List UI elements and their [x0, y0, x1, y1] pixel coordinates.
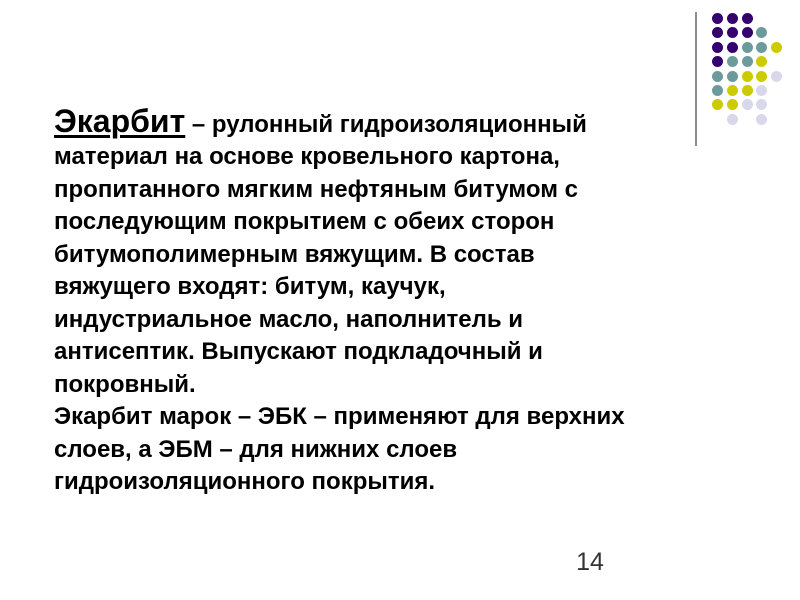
body-line: последующим покрытием с обеих сторон: [54, 208, 555, 235]
teal-dot: [727, 56, 738, 67]
lavender-dot: [756, 99, 767, 110]
body-line: слоев, а ЭБМ – для нижних слоев: [54, 435, 458, 463]
purple-dot: [712, 42, 723, 53]
yellow-dot: [756, 56, 767, 67]
teal-dot: [712, 85, 723, 96]
yellow-dot: [742, 71, 753, 82]
purple-dot: [742, 27, 753, 38]
lavender-dot: [771, 71, 782, 82]
yellow-dot: [756, 71, 767, 82]
lavender-dot: [756, 85, 767, 96]
teal-dot: [756, 42, 767, 53]
body-line: антисептик. Выпускают подкладочный и: [54, 338, 543, 365]
purple-dot: [727, 27, 738, 38]
slide-body-text: [54, 105, 754, 499]
purple-dot: [712, 27, 723, 38]
purple-dot: [712, 13, 723, 24]
teal-dot: [756, 27, 767, 38]
body-line: вяжущего входят: битум, каучук,: [54, 273, 446, 300]
body-line: материал на основе кровельного картона,: [54, 143, 560, 170]
teal-dot: [727, 71, 738, 82]
body-line: [54, 105, 754, 141]
purple-dot: [727, 42, 738, 53]
body-line-rest: – рулонный гидроизоляционный: [191, 111, 587, 138]
purple-dot: [712, 56, 723, 67]
body-line: пропитанного мягким нефтяным битумом с: [54, 175, 578, 203]
purple-dot: [727, 13, 738, 24]
yellow-dot: [727, 85, 738, 96]
body-line: битумополимерным вяжущим. В состав: [54, 240, 535, 268]
yellow-dot: [742, 85, 753, 96]
body-line: гидроизоляционного покрытия.: [54, 468, 436, 495]
yellow-dot: [771, 42, 782, 53]
teal-dot: [712, 71, 723, 82]
slide-page-number: 14: [576, 548, 604, 576]
body-line: покровный.: [54, 370, 196, 398]
teal-dot: [742, 56, 753, 67]
term-title: Экарбит: [54, 103, 186, 139]
teal-dot: [742, 42, 753, 53]
body-line: Экарбит марок – ЭБК – применяют для верхних: [54, 403, 625, 430]
lavender-dot: [756, 114, 767, 125]
body-line: индустриальное масло, наполнитель и: [54, 305, 524, 333]
purple-dot: [742, 13, 753, 24]
